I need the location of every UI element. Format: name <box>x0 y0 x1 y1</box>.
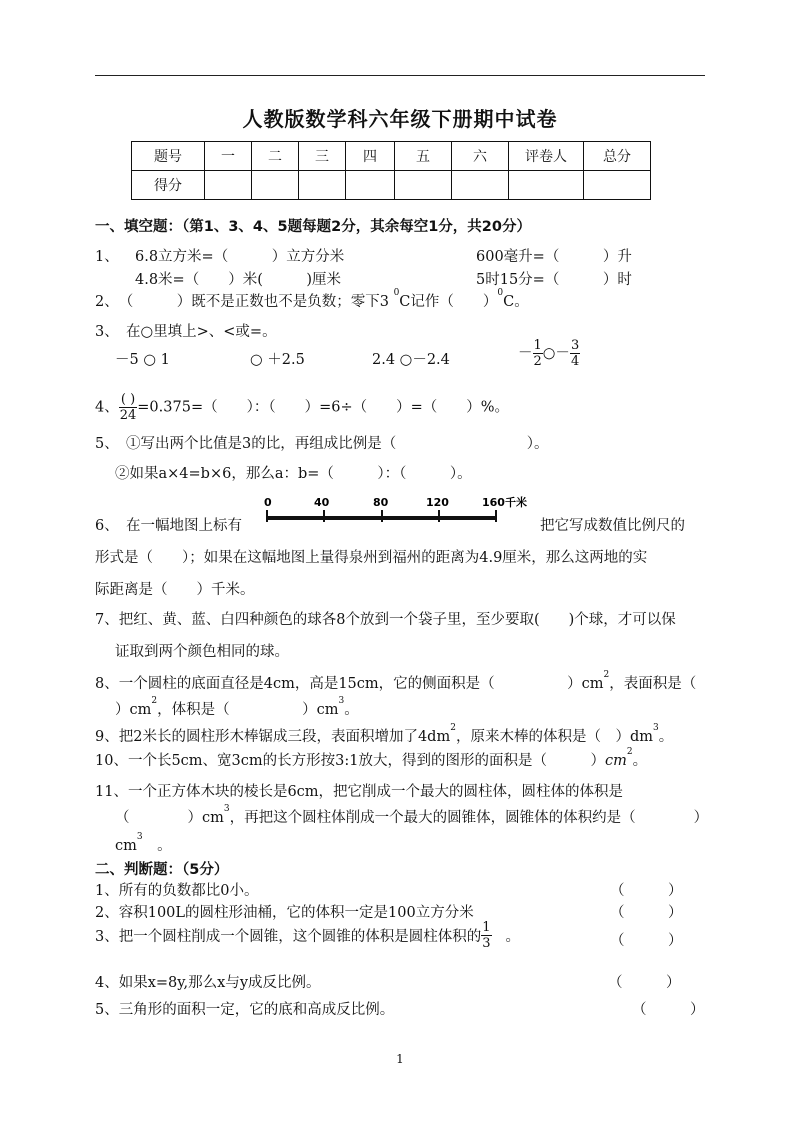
q11-line2 <box>115 806 708 827</box>
score-value-row <box>132 171 651 200</box>
scale-label: 160千米 <box>482 496 527 509</box>
q1-d: 5时15分=（ ）时 <box>476 272 632 288</box>
q2-sup: 0 <box>497 288 504 298</box>
fraction-denominator: 4 <box>570 354 580 369</box>
q11-part: 。 <box>142 838 172 854</box>
judge-answer-paren[interactable]: （ ） <box>610 905 683 921</box>
q9-part: ，原来木棒的体积是（ ）dm <box>455 729 653 745</box>
judge-item-text: 。 <box>505 929 521 945</box>
q11-part: ，再把这个圆柱体削成一个最大的圆锥体，圆锥体的体积约是（ ） <box>229 810 709 826</box>
fraction <box>533 338 543 369</box>
score-cell: 一 <box>205 142 252 171</box>
q3-item-3: 2.4 ○－2.4 <box>372 352 450 368</box>
q4-number: 4、 <box>95 399 119 416</box>
q2-text <box>95 290 529 311</box>
score-cell: 评卷人 <box>509 142 584 171</box>
judge-item-4: 4、如果x=8y,那么x与y成反比例。 <box>95 975 321 991</box>
section2-heading: 二、判断题：（5分） <box>95 862 229 878</box>
q8-line1 <box>95 672 696 693</box>
q10-sup: 2 <box>626 747 633 757</box>
q6-line2: 形式是（ ）；如果在这幅地图上量得泉州到福州的距离为4.9厘米，那么这两地的实 <box>95 550 648 566</box>
q9-sup: 3 <box>652 723 659 733</box>
q3-sign: － <box>518 345 533 362</box>
scale-label: 120 <box>426 496 449 509</box>
top-rule <box>95 75 705 76</box>
judge-answer-paren[interactable]: （ ） <box>610 883 683 899</box>
scale-label: 40 <box>314 496 330 509</box>
q11-part: （ ）cm <box>115 810 224 826</box>
q1-a: 6.8立方米=（ ）立方分米 <box>135 249 345 265</box>
score-input-cell[interactable] <box>584 171 651 200</box>
score-cell: 总分 <box>584 142 651 171</box>
q11-sup: 3 <box>223 804 230 814</box>
q8-text: 。 <box>344 702 359 718</box>
q9-part: 。 <box>658 729 674 745</box>
q8-line2 <box>115 698 359 719</box>
q9-sup: 2 <box>450 723 456 733</box>
q8-sup: 3 <box>338 696 345 706</box>
judge-item-3 <box>95 920 520 951</box>
q7-line2: 证取到两个颜色相同的球。 <box>115 644 289 660</box>
score-input-cell[interactable] <box>205 171 252 200</box>
score-cell: 三 <box>299 142 346 171</box>
q8-text: ，表面积是（ <box>609 676 697 692</box>
q5-b: ②如果a×4=b×6，那么a：b=（ ）：（ ）。 <box>115 466 472 482</box>
q3-text: 3、 在○里填上>、<或=。 <box>95 324 277 340</box>
q6-line3: 际距离是（ ）千米。 <box>95 582 255 598</box>
fraction <box>570 338 580 369</box>
fraction-numerator: 1 <box>533 338 542 353</box>
q11-line3 <box>115 834 172 855</box>
q2-pre: 2、 （ ）既不是正数也不是负数；零下3 <box>95 294 394 310</box>
q5-a: 5、 ①写出两个比值是3的比，再组成比例是（ ）。 <box>95 436 549 452</box>
score-cell: 二 <box>252 142 299 171</box>
q1-c: 4.8米=（ ）米( )厘米 <box>135 272 342 288</box>
score-input-cell[interactable] <box>252 171 299 200</box>
scale-label: 80 <box>373 496 389 509</box>
page-title: 人教版数学科六年级下册期中试卷 <box>242 107 558 131</box>
q2-sup: 0 <box>393 288 400 298</box>
q3-compare: ○－ <box>542 345 570 362</box>
q1-b: 600毫升=（ ）升 <box>476 249 632 265</box>
fraction <box>481 920 491 951</box>
score-cell: 得分 <box>132 171 205 200</box>
page-number: 1 <box>396 1052 404 1066</box>
q3-item-2: ○ ＋2.5 <box>250 352 305 368</box>
judge-item-1: 1、所有的负数都比0小。 <box>95 883 259 899</box>
q11-line1: 11、一个正方体木块的棱长是6cm，把它削成一个最大的圆柱体，圆柱体的体积是 <box>95 784 624 800</box>
q3-item-4 <box>518 338 580 369</box>
score-input-cell[interactable] <box>509 171 584 200</box>
q8-sup: 2 <box>151 696 158 706</box>
q8-text: ）cm <box>115 702 152 718</box>
score-cell: 四 <box>346 142 395 171</box>
judge-item-text: 3、把一个圆柱削成一个圆锥，这个圆锥的体积是圆柱体积的 <box>95 929 482 945</box>
judge-item-2: 2、容积100L的圆柱形油桶，它的体积一定是100立方分米 <box>95 905 474 921</box>
q8-text: ，体积是（ ）cm <box>157 702 339 718</box>
q2-post: C。 <box>503 294 529 310</box>
score-cell: 题号 <box>132 142 205 171</box>
q2-mid: C记作（ ） <box>399 294 498 310</box>
score-input-cell[interactable] <box>395 171 452 200</box>
q6-post: 把它写成数值比例尺的 <box>540 518 685 534</box>
q7-line1: 7、把红、黄、蓝、白四种颜色的球各8个放到一个袋子里，至少要取( )个球，才可以保 <box>95 612 676 628</box>
q10-text <box>95 749 647 770</box>
map-scale-bar <box>262 494 527 528</box>
score-cell: 六 <box>452 142 509 171</box>
judge-item-5: 5、三角形的面积一定，它的底和高成反比例。 <box>95 1002 395 1018</box>
score-header-row <box>132 142 651 171</box>
q8-text: 8、一个圆柱的底面直径是4cm，高是15cm，它的侧面积是（ ）cm <box>95 676 604 692</box>
score-input-cell[interactable] <box>452 171 509 200</box>
fraction-numerator: ( ) <box>119 392 138 408</box>
q9-text <box>95 725 673 746</box>
q9-part: 9、把2米长的圆柱形木棒锯成三段，表面积增加了4dm <box>95 729 451 745</box>
q8-sup: 2 <box>603 670 610 680</box>
q11-part: cm <box>115 838 137 854</box>
q4-post: =0.375=（ ）：（ ）=6÷（ ）=（ ）%。 <box>137 399 510 416</box>
fraction <box>119 392 138 423</box>
judge-answer-paren[interactable]: （ ） <box>608 975 681 991</box>
fraction-numerator: 1 <box>482 920 491 935</box>
judge-answer-paren[interactable]: （ ） <box>632 1002 705 1018</box>
score-cell: 五 <box>395 142 452 171</box>
q6-pre: 6、 在一幅地图上标有 <box>95 518 242 534</box>
q4-text <box>95 392 509 423</box>
q10-part: 10、一个长5cm、宽3cm的长方形按3:1放大，得到的图形的面积是（ ） <box>95 753 605 769</box>
score-table <box>131 141 651 200</box>
scale-label: 0 <box>264 496 272 509</box>
score-input-cell[interactable] <box>299 171 346 200</box>
fraction-denominator: 2 <box>533 354 542 369</box>
fraction-denominator: 3 <box>482 936 491 951</box>
judge-answer-paren[interactable]: （ ） <box>610 933 683 949</box>
q10-unit: cm <box>604 753 627 769</box>
q1-number: 1、 <box>95 249 119 265</box>
q3-item-1: －5 ○ 1 <box>115 352 170 368</box>
section1-heading: 一、填空题：（第1、3、4、5题每题2分，其余每空1分，共20分） <box>95 219 531 235</box>
q11-sup: 3 <box>136 832 143 842</box>
fraction-numerator: 3 <box>570 338 580 353</box>
q10-part: 。 <box>632 753 648 769</box>
fraction-denominator: 24 <box>119 408 137 423</box>
score-input-cell[interactable] <box>346 171 395 200</box>
